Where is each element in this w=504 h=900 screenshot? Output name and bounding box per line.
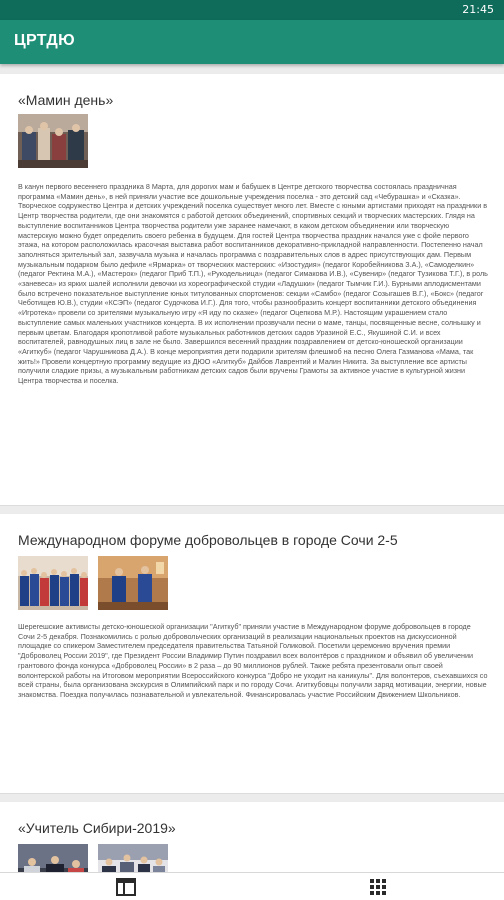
bottom-navigation xyxy=(0,872,504,900)
news-title[interactable]: «Учитель Сибири-2019» xyxy=(18,820,176,836)
news-image[interactable] xyxy=(18,556,88,610)
news-title[interactable]: «Мамин день» xyxy=(18,92,114,108)
nav-grid-button[interactable] xyxy=(366,875,390,899)
news-image[interactable] xyxy=(18,114,88,168)
news-card[interactable] xyxy=(0,74,504,506)
news-image[interactable] xyxy=(98,556,168,610)
news-icon xyxy=(114,875,138,899)
grid-icon xyxy=(366,875,390,899)
app-bar xyxy=(0,20,504,64)
news-title[interactable]: Международном форуме добровольцев в городе Сочи 2-5 xyxy=(18,532,398,548)
news-image[interactable] xyxy=(18,844,88,872)
status-bar xyxy=(0,0,504,20)
news-feed[interactable] xyxy=(0,64,504,872)
app-title: ЦРТДЮ xyxy=(14,32,75,49)
news-card[interactable] xyxy=(0,802,504,872)
news-text: В канун первого весеннего праздника 8 Марта, для дорогих мам и бабушек в Центре детского творчества состоялась праздничная программа «Мамин день», в ней приняли участие все дошкольные учреждения поселка - это детский сад «Чебурашка» и «Сказка». Творческое содружество Центра и детских учреждений поселка существует много лет. Вместе с юными артистами приходят на праздники в Центр творчества родители, где они знакомятся с работой детских объединений, спортивных секций и творческих мастерских. Глядя на выступление воспитанников Центра творчества родители уже заранее намечают, в каком детском объединении или творческую мастерскую можно будет определить своего ребенка в будущем. Для гостей Центра творчества праздник начался уже с фойе первого этажа, на котором расположилась красочная выставка работ воспитанников декоративно-прикладной направленности. Постепенно начал заполняться зрительный зал, зазвучала музыка и началась программа с поздравительных слов в адрес присутствующих дам. Первым музыкальным подарком было дефиле «Ярмарка» от творческих мастерских: «Изостудия» (педагог Коробейникова З.А.), «Самоделкин» (педагог Ректина М.А.), «Мастерок» (педагог Приб Т.П.), «Рукодельница» (педагог Симакова И.В.), «Сувенир» (педагог Тузикова Т.Г.), в роль «заневеса» из ярких шалей исполнили девочки из хореографической студии «Ладушки» (педагог Тымчик Г.И.). Бурными аплодисментами было встречено показательное выступление юных титулованных спортсменов: секции «Самбо» (педагог Созыгашев В.Г.), «Бокс» (педагог Чеботищев Ю.В.), студии «КСЭП» (педагог Судочкова И.Г.). Для того, чтобы разнообразить концерт воспитанники детского объединения «Игротека» провели со зрителями музыкальную игру «Я иду по сказке» (педагог Оцепкова М.Р.). Настоящим украшением стало выступление самых маленьких участников концерта. В их исполнении прозвучали песни о маме, танцы, посвященные весне, солнышку и первым цветам. Благодаря кропотливой работе музыкальных работников детских садов Уразиной Е.С., Якушиной С.И. и всех воспитателей, равнодушных лиц в зале не было. Завершился весенний праздник поздравлением от детско-юношеской организации «Агиткуб» (педагог Чарушникова Д.А.). В конце мероприятия дети подарили зрителям флешмоб на песню Олега Газманова «Мама, так жить!» Провели концертную программу ведущие из ДЮО «Агиткуб» Дайбов Лаврентий и Малин Никита. За выступление все артисты получили сладкие призы, а музыкальным работникам детских садов были вручены Грамоты за активное участие в культурной жизни Центра творчества и поселка. xyxy=(18,182,488,386)
status-time: 21:45 xyxy=(462,3,494,16)
nav-news-button[interactable] xyxy=(114,875,138,899)
news-text: Шерегешские активисты детско-юношеской организации "Агиткуб" приняли участие в Международном форуме добровольцев в городе Сочи 2-5 декабря. Познакомились с ролью добровольческих организаций в реализации национальных проектов на дискуссионной площадке со спикером Заместителем председателя правительства Татьяной Голиковой. Посетили церемонию вручения премии "Доброволец России 2019", где Президент России Владимир Путин поздравил всех волонтёров с праздником и объявил об увеличении грантового фонда конкурса «Доброволец России» в 2 раза – до 90 миллионов рублей. Также ребята презентовали опыт своей волонтерской работы на Итоговом мероприятии Всероссийского конкурса "Добро не уходит на каникулы". Для волонтеров, съехавшихся со всей страны, была организована экскурсия в Олимпийский парк и по городу Сочи. Агиткубовцы получили заряд мотивации, энергии, новые знакомства. Поездка получилась познавательной и увлекательной. Финансировалась участие Российским Движением Школьников. xyxy=(18,622,488,699)
news-card[interactable] xyxy=(0,514,504,794)
news-image[interactable] xyxy=(98,844,168,872)
